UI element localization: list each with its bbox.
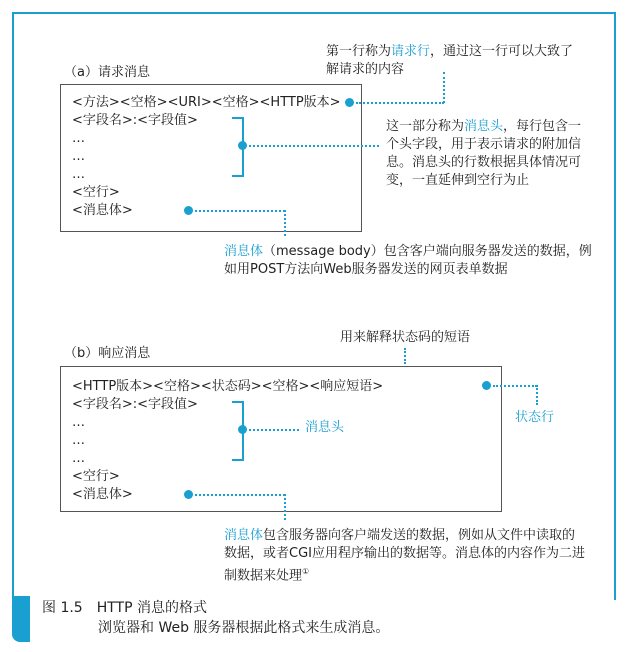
request-body-dot — [184, 206, 193, 215]
status-phrase-note: 用来解释状态码的短语 — [340, 330, 471, 345]
response-body-connector — [195, 494, 285, 496]
section-b-label: （b）响应消息 — [64, 346, 151, 361]
response-header-field: <字段名>:<字段值> — [72, 397, 198, 412]
response-body-dot — [184, 490, 193, 499]
request-ellipsis-2: … — [72, 149, 85, 164]
request-blank-line: <空行> — [72, 185, 120, 200]
response-status-line: <HTTP版本><空格><状态码><空格><响应短语> — [72, 379, 384, 394]
response-header-dot — [238, 425, 247, 434]
response-body-note-3: 制数据来处理① — [224, 567, 310, 584]
response-blank-line: <空行> — [72, 469, 120, 484]
request-header-note: 这一部分称为消息头，每行包含一 — [386, 119, 582, 134]
request-line-connector — [356, 102, 444, 104]
response-ellipsis-2: … — [72, 433, 85, 448]
figure-caption-subtitle: 浏览器和 Web 服务器根据此格式来生成消息。 — [98, 620, 390, 636]
request-line-dot — [345, 98, 354, 107]
response-ellipsis-1: … — [72, 415, 85, 430]
response-body-connector-v — [284, 494, 286, 520]
request-body-connector — [195, 210, 285, 212]
request-body-note: 消息体（message body）包含客户端向服务器发送的数据，例 — [224, 244, 592, 259]
response-body-note: 消息体包含服务器向客户端发送的数据，例如从文件中读取的 — [224, 528, 576, 543]
request-header-connector — [249, 145, 379, 147]
request-ellipsis-3: … — [72, 167, 85, 182]
footnote-marker: ① — [302, 567, 310, 576]
status-line-dot — [482, 381, 491, 390]
request-body: <消息体> — [72, 203, 133, 218]
response-body-note-2: 数据，或者CGI应用程序输出的数据等。消息体的内容作为二进 — [224, 546, 585, 561]
figure-frame-right — [614, 12, 616, 600]
status-phrase-connector — [404, 348, 406, 364]
request-header-field: <字段名>:<字段值> — [72, 113, 198, 128]
request-header-note-3: 息。消息头的行数根据具体情况可 — [386, 155, 582, 170]
request-line-note: 第一行称为请求行，通过这一行可以大致了 — [326, 44, 574, 59]
response-header-note: 消息头 — [305, 420, 345, 435]
section-a-label: （a）请求消息 — [64, 65, 150, 80]
response-body: <消息体> — [72, 487, 133, 502]
request-line: <方法><空格><URI><空格><HTTP版本> — [72, 95, 341, 110]
status-line-connector-v — [536, 385, 538, 405]
request-header-note-2: 个头字段，用于表示请求的附加信 — [386, 137, 582, 152]
request-body-connector-v — [284, 210, 286, 236]
response-ellipsis-3: … — [72, 451, 85, 466]
request-body-note-2: 如用POST方法向Web服务器发送的网页表单数据 — [224, 262, 508, 277]
status-line-connector — [493, 385, 537, 387]
figure-caption-title: 图 1.5 HTTP 消息的格式 — [42, 600, 207, 616]
request-line-note-2: 解请求的内容 — [326, 62, 405, 77]
request-ellipsis-1: … — [72, 131, 85, 146]
caption-accent-bar — [12, 596, 30, 642]
request-header-note-4: 变，一直延伸到空行为止 — [386, 173, 530, 188]
response-header-connector — [249, 429, 299, 431]
request-header-dot — [238, 141, 247, 150]
status-line-note: 状态行 — [515, 410, 555, 425]
request-line-connector-v — [443, 72, 445, 103]
